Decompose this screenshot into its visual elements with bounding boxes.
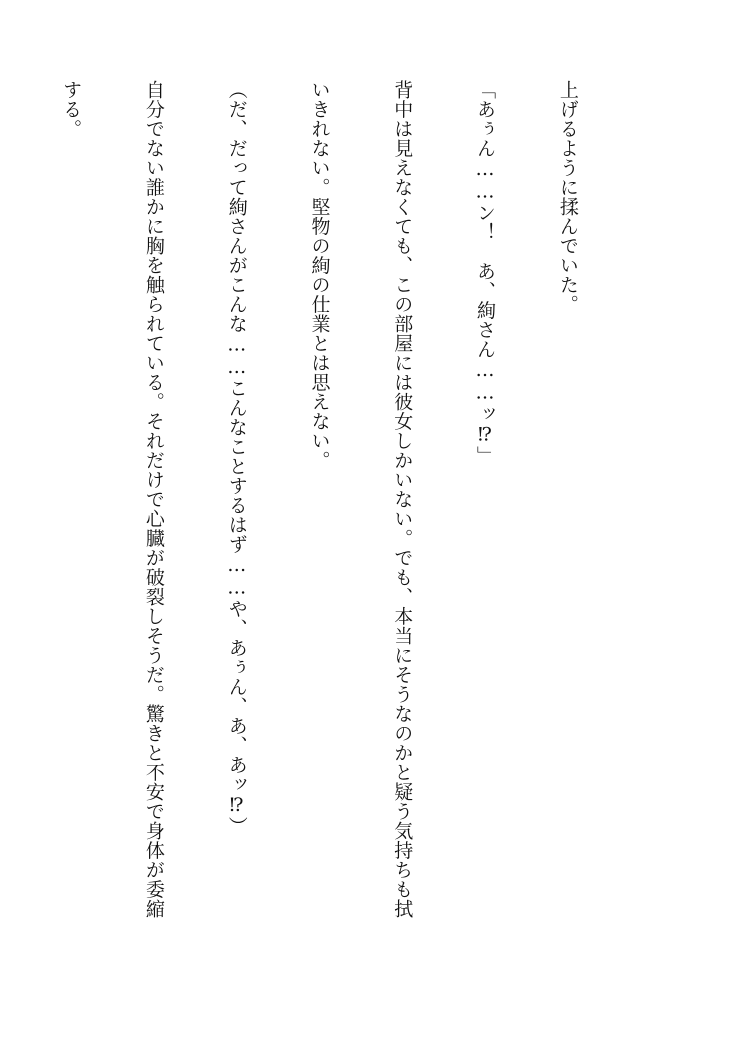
text-line: （だ、だって絢さんがこんな……こんなことするはず……や、あぅん、あ、あッ⁉） — [225, 80, 248, 836]
text-line: いきれない。堅物の絢の仕業とは思えない。 — [308, 80, 331, 470]
text-line: 自分でない誰かに胸を触られている。それだけで心臓が破裂しそうだ。驚きと不安で身体が委縮 — [142, 80, 165, 919]
text-line: 背中は見えなくても、この部屋には彼女しかいない。でも、本当にそうなのかと疑う気持ちも拭 — [391, 80, 414, 919]
vertical-text-body — [60, 80, 636, 960]
text-line: 「あぅん……ン！ あ、絢さん……ッ⁉」 — [474, 80, 497, 466]
text-line: する。 — [60, 80, 83, 139]
text-line — [0, 80, 1, 960]
text-line: 上げるように揉んでいた。 — [556, 80, 579, 314]
